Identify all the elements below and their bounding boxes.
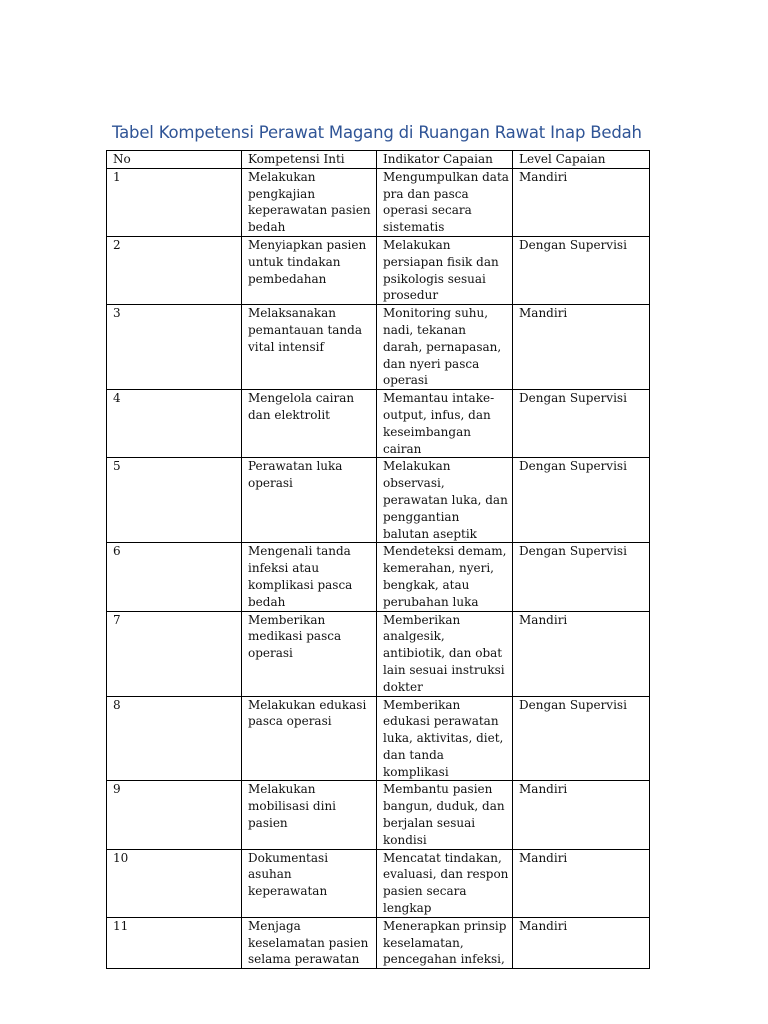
cell-no: 8 [107, 696, 242, 781]
cell-kompetensi: Menyiapkan pasien untuk tindakan pembedahan [242, 236, 377, 304]
cell-kompetensi: Perawatan luka operasi [242, 458, 377, 543]
cell-kompetensi: Melakukan pengkajian keperawatan pasien bedah [242, 168, 377, 236]
cell-no: 10 [107, 849, 242, 917]
cell-level: Dengan Supervisi [513, 458, 650, 543]
table-row [107, 696, 650, 781]
cell-no: 11 [107, 917, 242, 968]
cell-level: Mandiri [513, 781, 650, 849]
cell-level: Dengan Supervisi [513, 390, 650, 458]
table-row [107, 236, 650, 304]
document-title: Tabel Kompetensi Perawat Magang di Ruangan Rawat Inap Bedah [112, 123, 642, 142]
cell-indikator: Melakukan observasi, perawatan luka, dan penggantian balutan aseptik [377, 458, 513, 543]
cell-level: Dengan Supervisi [513, 236, 650, 304]
cell-level: Mandiri [513, 611, 650, 696]
table-row [107, 781, 650, 849]
cell-kompetensi: Memberikan medikasi pasca operasi [242, 611, 377, 696]
cell-kompetensi: Menjaga keselamatan pasien selama perawatan [242, 917, 377, 968]
header-level-capaian: Level Capaian [513, 151, 650, 169]
cell-no: 6 [107, 543, 242, 611]
table-row [107, 917, 650, 968]
cell-level: Dengan Supervisi [513, 696, 650, 781]
table-row [107, 458, 650, 543]
cell-indikator: Mendeteksi demam, kemerahan, nyeri, bengkak, atau perubahan luka [377, 543, 513, 611]
table-header-row [107, 151, 650, 169]
header-kompetensi-inti: Kompetensi Inti [242, 151, 377, 169]
cell-indikator: Mengumpulkan data pra dan pasca operasi secara sistematis [377, 168, 513, 236]
cell-no: 9 [107, 781, 242, 849]
table-row [107, 390, 650, 458]
table-row [107, 611, 650, 696]
cell-indikator: Memantau intake-output, infus, dan keseimbangan cairan [377, 390, 513, 458]
competency-table [106, 150, 650, 969]
cell-level: Mandiri [513, 917, 650, 968]
header-indikator-capaian: Indikator Capaian [377, 151, 513, 169]
table-row [107, 168, 650, 236]
cell-kompetensi: Melakukan mobilisasi dini pasien [242, 781, 377, 849]
table-row [107, 543, 650, 611]
cell-indikator: Monitoring suhu, nadi, tekanan darah, pernapasan, dan nyeri pasca operasi [377, 305, 513, 390]
cell-level: Mandiri [513, 305, 650, 390]
cell-kompetensi: Mengenali tanda infeksi atau komplikasi pasca bedah [242, 543, 377, 611]
header-no: No [107, 151, 242, 169]
cell-level: Mandiri [513, 849, 650, 917]
cell-level: Mandiri [513, 168, 650, 236]
cell-level: Dengan Supervisi [513, 543, 650, 611]
cell-indikator: Memberikan analgesik, antibiotik, dan obat lain sesuai instruksi dokter [377, 611, 513, 696]
cell-no: 1 [107, 168, 242, 236]
cell-no: 7 [107, 611, 242, 696]
cell-indikator: Mencatat tindakan, evaluasi, dan respon pasien secara lengkap [377, 849, 513, 917]
cell-indikator: Melakukan persiapan fisik dan psikologis sesuai prosedur [377, 236, 513, 304]
cell-no: 2 [107, 236, 242, 304]
cell-kompetensi: Melakukan edukasi pasca operasi [242, 696, 377, 781]
cell-indikator: Memberikan edukasi perawatan luka, aktivitas, diet, dan tanda komplikasi [377, 696, 513, 781]
table-row [107, 305, 650, 390]
cell-indikator: Menerapkan prinsip keselamatan, pencegahan infeksi, [377, 917, 513, 968]
cell-kompetensi: Melaksanakan pemantauan tanda vital intensif [242, 305, 377, 390]
cell-kompetensi: Dokumentasi asuhan keperawatan [242, 849, 377, 917]
cell-no: 5 [107, 458, 242, 543]
cell-no: 3 [107, 305, 242, 390]
cell-indikator: Membantu pasien bangun, duduk, dan berjalan sesuai kondisi [377, 781, 513, 849]
cell-kompetensi: Mengelola cairan dan elektrolit [242, 390, 377, 458]
table-row [107, 849, 650, 917]
cell-no: 4 [107, 390, 242, 458]
